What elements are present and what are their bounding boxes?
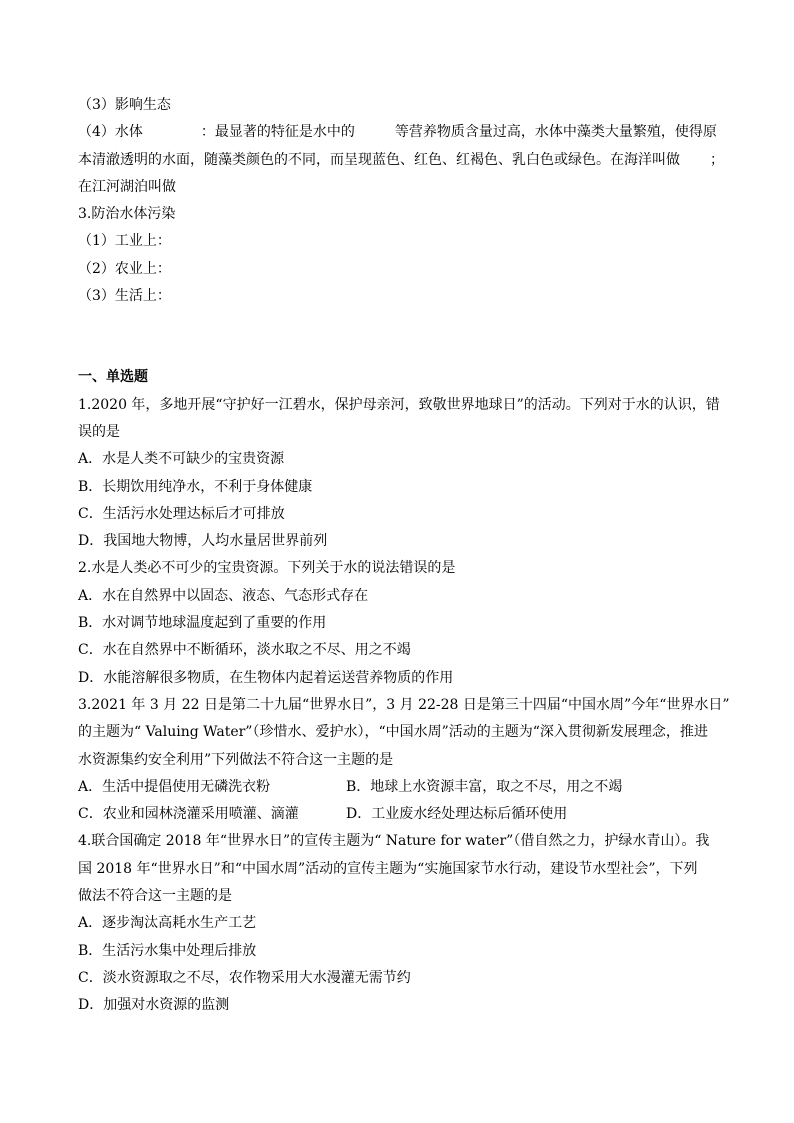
option-a: A．生活中提倡使用无磷洗衣粉 [78, 778, 271, 795]
option-b: B．生活污水集中处理后排放 [78, 942, 257, 959]
question-4 [78, 828, 728, 1019]
prevent-daily-life: （3）生活上： [78, 288, 171, 305]
item4-part-b: ：最显著的特征是水中的 [200, 124, 355, 141]
options-row-cd [78, 801, 728, 828]
option-d: D．我国地大物博，人均水量居世界前列 [78, 533, 328, 550]
question-3 [78, 692, 728, 828]
intro-item-4 [78, 119, 728, 146]
question-1 [78, 392, 728, 556]
option-d: D．加强对水资源的监测 [78, 997, 230, 1014]
option-a: A．水是人类不可缺少的宝贵资源 [78, 451, 285, 468]
question-stem: 做法不符合这一主题的是 [78, 888, 232, 905]
item4-line2-end: ； [710, 151, 724, 168]
option-d: D．水能溶解很多物质，在生物体内起着运送营养物质的作用 [78, 669, 454, 686]
option-b: B．水对调节地球温度起到了重要的作用 [78, 615, 327, 632]
item4-part-a: （4）水体 [78, 124, 143, 141]
document-page [78, 92, 728, 1020]
heading-prevent-pollution: 3.防治水体污染 [78, 206, 176, 223]
option-c: C．淡水资源取之不尽，农作物采用大水漫灌无需节约 [78, 969, 411, 986]
intro-item-4-line-2 [78, 147, 728, 174]
question-stem: 4.联合国确定 2018 年“世界水日”的宣传主题为“ Nature for water”（借自然之力，护绿水青山）。我 [78, 833, 710, 850]
question-stem: 的主题为“ Valuing Water”（珍惜水、爱护水），“中国水周”活动的主题为“深入贯彻新发展理念，推进 [78, 724, 708, 741]
option-b: B．长期饮用纯净水，不利于身体健康 [78, 478, 313, 495]
options-row-ab [78, 774, 728, 801]
question-stem: 2.水是人类必不可少的宝贵资源。下列关于水的说法错误的是 [78, 560, 456, 577]
question-2 [78, 555, 728, 691]
question-stem: 3.2021 年 3 月 22 日是第二十九届“世界水日”，3 月 22-28 日是第三十四届“中国水周”今年“世界水日” [78, 696, 730, 713]
question-stem: 1.2020 年，多地开展“守护好一江碧水，保护母亲河，致敬世界地球日”的活动。下列对于水的认识，错 [78, 396, 720, 413]
spacer [78, 310, 728, 364]
question-stem: 误的是 [78, 423, 120, 440]
question-stem: 水资源集约安全利用”下列做法不符合这一主题的是 [78, 751, 394, 768]
option-a: A．逐步淘汰高耗水生产工艺 [78, 915, 257, 932]
option-c: C．农业和园林浇灌采用喷灌、滴灌 [78, 806, 299, 823]
prevent-industry: （1）工业上： [78, 233, 171, 250]
option-a: A．水在自然界中以固态、液态、气态形式存在 [78, 587, 369, 604]
option-c: C．生活污水处理达标后才可排放 [78, 505, 285, 522]
intro-item-4-line-3: 在江河湖泊叫做 [78, 178, 176, 195]
item4-line2-text: 本清澈透明的水面，随藻类颜色的不同，而呈现蓝色、红色、红褐色、乳白色或绿色。在海洋叫做 [78, 151, 680, 168]
prevent-agriculture: （2）农业上： [78, 260, 171, 277]
question-stem: 国 2018 年“世界水日”和“中国水周”活动的宣传主题为“实施国家节水行动，建设节水型社会”，下列 [78, 860, 698, 877]
option-d: D．工业废水经处理达标后循环使用 [346, 806, 568, 823]
option-c: C．水在自然界中不断循环，淡水取之不尽、用之不竭 [78, 642, 411, 659]
item4-part-c: 等营养物质含量过高，水体中藻类大量繁殖，使得原 [394, 124, 717, 141]
section-title: 一、单选题 [78, 369, 148, 386]
option-b: B．地球上水资源丰富，取之不尽，用之不竭 [346, 778, 623, 795]
intro-item-3: （3）影响生态 [78, 97, 171, 113]
